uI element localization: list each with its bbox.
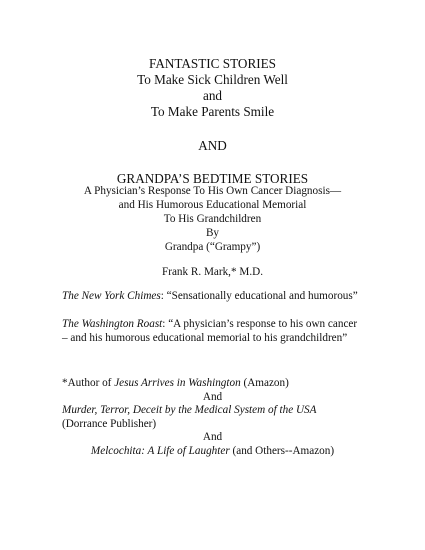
footnote-book-2-publisher: (Dorrance Publisher): [62, 418, 157, 430]
book-source: (Amazon): [240, 377, 289, 389]
review-washington-roast-continued: – and his humorous educational memorial to his grandchildren”: [62, 332, 348, 344]
footnote-author-of: [62, 378, 289, 389]
review-source: The Washington Roast: [62, 318, 163, 330]
title-line-sick-children: To Make Sick Children Well: [137, 72, 288, 87]
footnote-and-2: And: [202, 431, 223, 443]
review-washington-roast: [62, 319, 357, 330]
title-line-parents-smile: To Make Parents Smile: [150, 104, 275, 119]
footnote-prefix: *Author of: [62, 377, 115, 389]
title-line-and: and: [202, 88, 223, 103]
review-source: The New York Chimes: [62, 290, 161, 302]
title-and-separator: AND: [198, 138, 227, 153]
subtitle-line-3: To His Grandchildren: [163, 213, 262, 225]
subtitle-grandpa: Grandpa (“Grampy”): [164, 241, 261, 253]
subtitle-line-1: A Physician’s Response To His Own Cancer Diagnosis—: [83, 185, 342, 197]
review-new-york-chimes: [62, 291, 358, 302]
review-quote: : “A physician’s response to his own cancer: [162, 318, 358, 330]
footnote-book-3: [0, 446, 425, 457]
subtitle-by: By: [205, 227, 220, 239]
book-title: Jesus Arrives in Washington: [114, 377, 241, 389]
book-source: (and Others--Amazon): [229, 445, 335, 457]
review-quote: : “Sensationally educational and humorous”: [160, 290, 358, 302]
author-name: Frank R. Mark,* M.D.: [162, 266, 263, 278]
book-title: Melcochita: A Life of Laughter: [90, 445, 230, 457]
title-line-fantastic-stories: FANTASTIC STORIES: [148, 56, 277, 71]
title-line-bedtime-stories: GRANDPA’S BEDTIME STORIES: [116, 171, 309, 186]
book-title: Murder, Terror, Deceit by the Medical System of the USA: [62, 404, 317, 416]
footnote-book-2: [62, 405, 316, 416]
footnote-and-1: And: [202, 391, 223, 403]
subtitle-line-2: and His Humorous Educational Memorial: [118, 199, 307, 211]
